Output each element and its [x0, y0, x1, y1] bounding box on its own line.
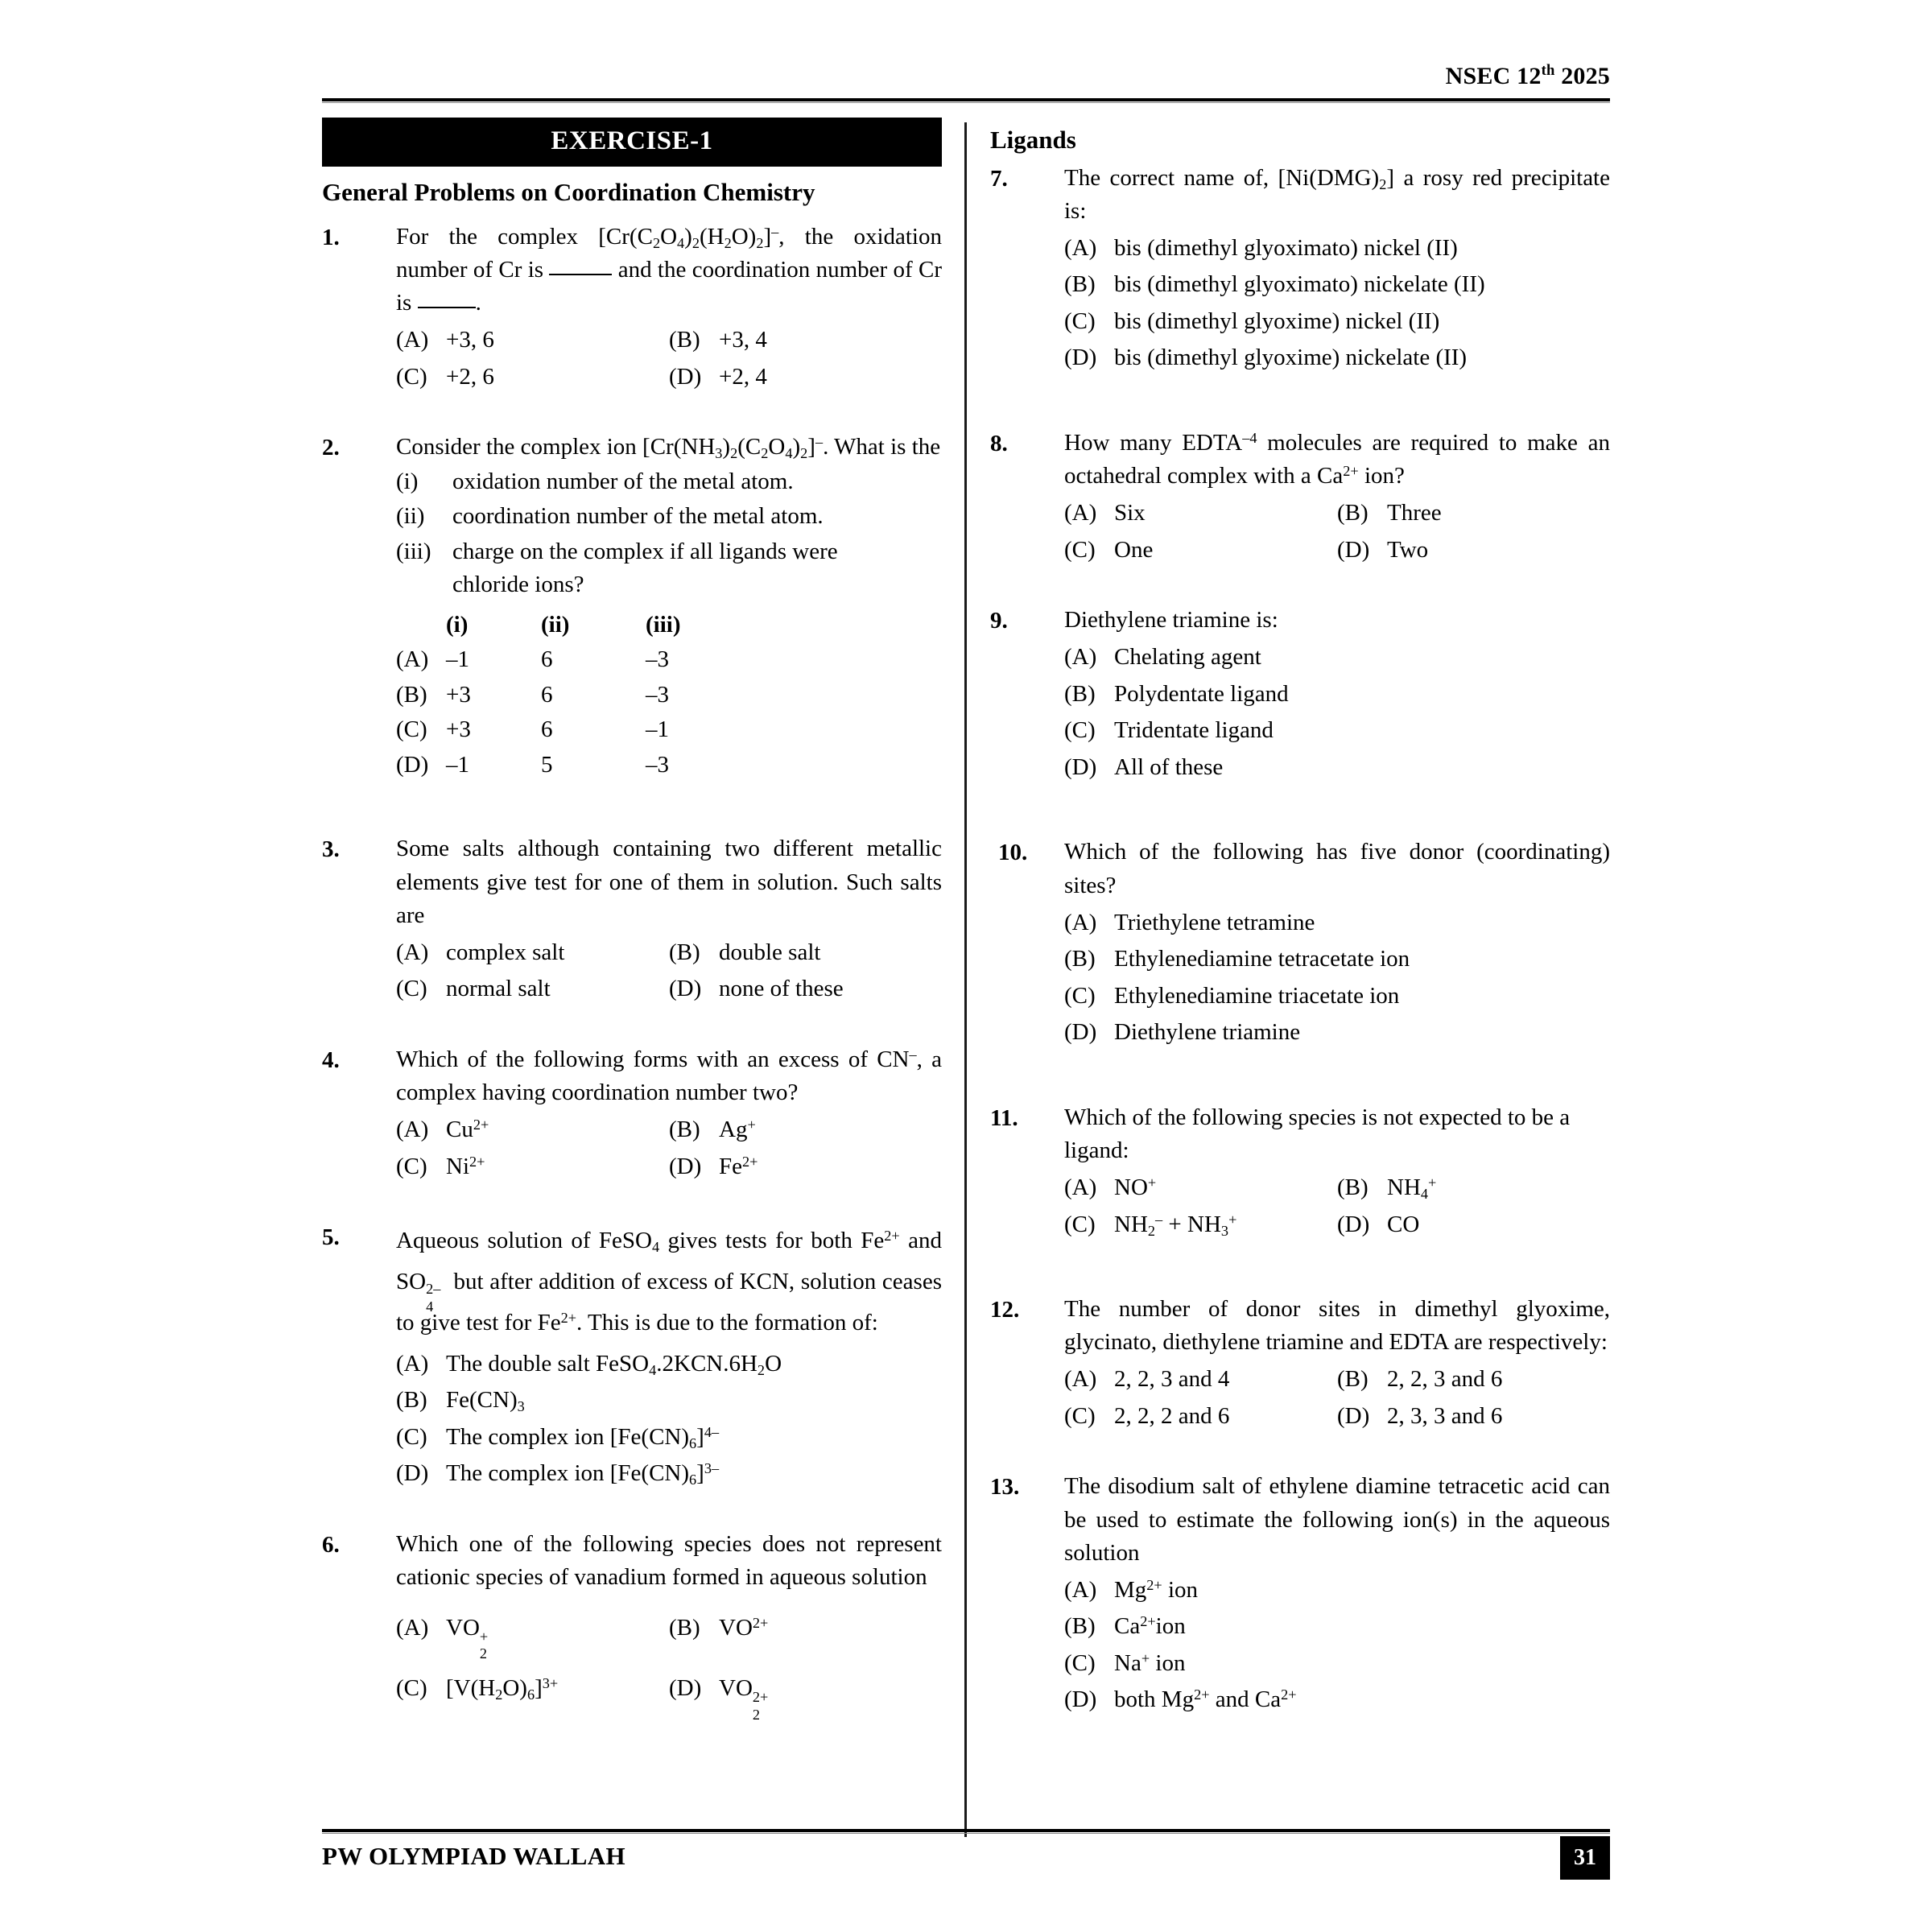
- matrix-cell: –3: [646, 646, 669, 673]
- option-d[interactable]: [669, 1666, 942, 1723]
- option-b[interactable]: [396, 1382, 942, 1419]
- option-text: The complex ion $[Fe(CN)_6]^{4-}$: [446, 1423, 720, 1451]
- option-key: (D): [1064, 753, 1097, 780]
- roman-item-iii-continued: chloride ions?: [452, 571, 584, 597]
- spacer: [990, 786, 1610, 828]
- question-stem: The correct name of, $[Ni(DMG)_2]$ a rosy red precipitate is:: [1064, 164, 1610, 224]
- spacer: [990, 1243, 1610, 1285]
- question-stem: Which of the following species is not expected to be a ligand:: [1064, 1104, 1571, 1163]
- matrix-cell: –1: [646, 716, 669, 743]
- option-key: (C): [1064, 1402, 1096, 1429]
- option-a[interactable]: [1064, 905, 1610, 942]
- option-c[interactable]: [1064, 978, 1610, 1015]
- option-text: CO: [1387, 1211, 1420, 1237]
- option-text: VO 2+ 2: [719, 1675, 769, 1723]
- option-row: [396, 971, 942, 1008]
- option-key: (A): [396, 646, 429, 673]
- answer-matrix: [396, 608, 942, 783]
- option-c[interactable]: [1064, 303, 1610, 341]
- running-header-year: 2025: [1554, 63, 1610, 89]
- roman-text: oxidation number of the metal atom.: [452, 469, 794, 495]
- section-title-general: General Problems on Coordination Chemistry: [322, 178, 815, 206]
- option-text: All of these: [1114, 753, 1224, 780]
- option-c[interactable]: [396, 1419, 942, 1456]
- option-text: bis (dimethyl glyoxime) nickelate (II): [1114, 345, 1468, 371]
- option-a[interactable]: [1064, 495, 1337, 532]
- section-title-ligands: Ligands: [990, 126, 1076, 154]
- roman-item-iii: [396, 535, 942, 568]
- question-7: [990, 160, 1610, 377]
- roman-text: coordination number of the metal atom.: [452, 503, 824, 530]
- option-key: (C): [396, 976, 427, 1002]
- question-body: [1064, 427, 1610, 568]
- question-stem: Consider the complex ion $[Cr(NH_3)_2(C_2O_4)_2]^-$. What is the: [396, 434, 941, 462]
- option-key: (B): [1337, 1366, 1368, 1393]
- option-key: (A): [396, 1614, 429, 1641]
- option-list: [1064, 1572, 1610, 1719]
- option-row: [396, 935, 942, 972]
- option-text: $[V(H_2O)_6]^{3+}$: [446, 1675, 559, 1703]
- option-text: Two: [1387, 536, 1429, 563]
- question-body: [1064, 1470, 1610, 1719]
- option-key: (D): [669, 363, 702, 390]
- option-c[interactable]: [1064, 712, 1610, 749]
- option-list: [396, 1346, 942, 1492]
- matrix-cell: +3: [446, 681, 471, 708]
- option-key: (B): [669, 1614, 700, 1641]
- question-11: [990, 1093, 1610, 1243]
- footer-brand: PW OLYMPIAD WALLAH: [322, 1842, 625, 1870]
- option-a[interactable]: [396, 322, 669, 359]
- question-number: 11.: [990, 1104, 1018, 1131]
- option-text: $Fe^{2+}$: [719, 1153, 758, 1179]
- option-key: (D): [669, 1675, 702, 1701]
- option-key: (A): [1064, 1174, 1097, 1201]
- option-b[interactable]: [669, 935, 942, 972]
- question-10: [990, 828, 1610, 1051]
- matrix-option-a[interactable]: [396, 642, 942, 678]
- question-6: [322, 1520, 942, 1723]
- option-key: (B): [1337, 1174, 1368, 1201]
- matrix-col-i: (i): [446, 611, 469, 638]
- option-key: (B): [1064, 271, 1096, 298]
- option-row: [1064, 1207, 1610, 1244]
- matrix-cell: –1: [446, 646, 469, 673]
- option-list: [1064, 1170, 1610, 1243]
- option-row: [1064, 495, 1610, 532]
- option-d[interactable]: [1064, 749, 1610, 786]
- option-c[interactable]: [1064, 1645, 1610, 1682]
- option-text: Polydentate ligand: [1114, 680, 1289, 707]
- footer-rule: [322, 1829, 1610, 1834]
- question-number: 9.: [990, 608, 1008, 634]
- option-key: (A): [1064, 644, 1097, 671]
- option-key: (C): [396, 1423, 427, 1450]
- option-list: [1064, 495, 1610, 568]
- option-d[interactable]: [1337, 1207, 1610, 1244]
- option-key: (D): [1064, 1019, 1097, 1046]
- question-12: [990, 1285, 1610, 1435]
- option-list: [396, 1112, 942, 1185]
- question-body: [396, 1043, 942, 1185]
- option-d[interactable]: [1337, 1398, 1610, 1435]
- option-key: (B): [396, 681, 427, 708]
- option-text: The complex ion $[Fe(CN)_6]^{3-}$: [446, 1460, 720, 1488]
- option-b[interactable]: [1337, 1361, 1610, 1398]
- option-text: Diethylene triamine: [1114, 1019, 1301, 1046]
- spacer: [990, 1051, 1610, 1093]
- option-key: (C): [396, 1153, 427, 1179]
- option-a[interactable]: [396, 935, 669, 972]
- option-text: none of these: [719, 976, 844, 1002]
- option-d[interactable]: [1064, 1682, 1610, 1719]
- matrix-cell: 6: [541, 681, 553, 708]
- option-key: (B): [396, 1387, 427, 1414]
- option-c[interactable]: [396, 1666, 669, 1711]
- question-number: 1.: [322, 224, 340, 250]
- option-text: bis (dimethyl glyoximato) nickelate (II): [1114, 271, 1485, 298]
- running-header: [322, 63, 1610, 90]
- spacer: [322, 782, 942, 824]
- matrix-cell: 5: [541, 751, 553, 778]
- option-b[interactable]: [1064, 1608, 1610, 1645]
- question-number: 7.: [990, 165, 1008, 192]
- roman-key: (i): [396, 469, 419, 495]
- option-list: [1064, 905, 1610, 1051]
- option-key: (D): [669, 976, 702, 1002]
- matrix-cell: –1: [446, 751, 469, 778]
- option-text: One: [1114, 536, 1154, 563]
- question-8: [990, 419, 1610, 568]
- option-text: $Cu^{2+}$: [446, 1117, 489, 1143]
- option-list: [396, 322, 942, 395]
- roman-item-i: [396, 465, 942, 498]
- option-text: $VO^{2+}$: [719, 1614, 769, 1641]
- matrix-col-iii: (iii): [646, 611, 681, 638]
- option-a[interactable]: [396, 1605, 669, 1662]
- option-key: (B): [1064, 680, 1096, 707]
- option-text: $NH_4^+$: [1387, 1174, 1437, 1203]
- matrix-cell: 6: [541, 716, 553, 743]
- option-b[interactable]: [1337, 495, 1610, 532]
- option-text: +2, 4: [719, 363, 767, 390]
- option-row: [1064, 1398, 1610, 1435]
- option-list: [1064, 1361, 1610, 1435]
- option-text: normal salt: [446, 976, 551, 1002]
- option-key: (B): [1337, 500, 1368, 526]
- question-stem: For the complex $[Cr(C_2O_4)_2(H_2O)_2]^-$, the oxidation number of Cr is and the coordination number of Cr is .: [396, 223, 942, 316]
- question-4: [322, 1035, 942, 1185]
- option-row: [396, 1112, 942, 1149]
- question-body: [396, 431, 942, 782]
- matrix-option-d[interactable]: [396, 748, 942, 783]
- option-key: (D): [1064, 1686, 1097, 1713]
- option-key: (B): [1064, 946, 1096, 972]
- option-b[interactable]: [1064, 676, 1610, 713]
- option-c[interactable]: [1064, 1207, 1337, 1244]
- option-text: +2, 6: [446, 363, 494, 390]
- option-key: (C): [1064, 1211, 1096, 1237]
- option-text: bis (dimethyl glyoxime) nickel (II): [1114, 308, 1440, 334]
- option-text: $Mg^{2+}$ ion: [1114, 1576, 1199, 1603]
- option-key: (D): [1337, 1402, 1370, 1429]
- option-text: $Ca^{2+}ion$: [1114, 1613, 1186, 1640]
- option-text: VO + 2: [446, 1614, 489, 1662]
- option-a[interactable]: [396, 1112, 669, 1149]
- option-key: (B): [669, 327, 700, 353]
- question-stem: The number of donor sites in dimethyl glyoxime, glycinato, diethylene triamine and EDTA are respectively:: [1064, 1296, 1610, 1356]
- matrix-header-row: [396, 608, 942, 643]
- question-number: 6.: [322, 1531, 340, 1558]
- question-stem: Diethylene triamine is:: [1064, 607, 1278, 634]
- option-text: Tridentate ligand: [1114, 717, 1274, 744]
- spacer: [322, 1492, 942, 1520]
- option-text: Na+ ion: [1114, 1649, 1186, 1676]
- option-key: (D): [1337, 536, 1370, 563]
- option-row: [396, 1605, 942, 1662]
- option-text: both $Mg^{2+}$ and $Ca^{2+}$: [1114, 1686, 1297, 1713]
- question-number: 12.: [990, 1297, 1020, 1323]
- option-key: (A): [1064, 1366, 1097, 1393]
- question-number: 2.: [322, 435, 340, 461]
- option-key: (A): [1064, 1576, 1097, 1603]
- option-d[interactable]: [1337, 532, 1610, 569]
- option-text: Ethylenediamine tetracetate ion: [1114, 946, 1410, 972]
- question-body: [1064, 1293, 1610, 1435]
- question-5: [322, 1212, 942, 1492]
- matrix-cell: –3: [646, 751, 669, 778]
- option-key: (A): [396, 327, 429, 353]
- option-b[interactable]: [1064, 266, 1610, 303]
- question-body: [396, 1528, 942, 1723]
- matrix-cell: 6: [541, 646, 553, 673]
- option-c[interactable]: [396, 359, 669, 396]
- option-key: (B): [669, 939, 700, 965]
- question-body: [396, 832, 942, 1008]
- option-a[interactable]: [1064, 639, 1610, 676]
- roman-key: (iii): [396, 538, 431, 564]
- option-text: $Ni^{2+}$: [446, 1153, 485, 1179]
- option-b[interactable]: [1337, 1170, 1610, 1207]
- option-key: (B): [669, 1117, 700, 1143]
- option-row: [396, 359, 942, 396]
- option-key: (D): [396, 751, 429, 778]
- question-3: [322, 824, 942, 1008]
- option-key: (B): [1064, 1613, 1096, 1640]
- option-text: Six: [1114, 500, 1146, 526]
- question-number: 4.: [322, 1046, 340, 1073]
- option-a[interactable]: [1064, 1361, 1337, 1398]
- answer-blank: [549, 274, 612, 275]
- matrix-cell: +3: [446, 716, 471, 743]
- option-text: Triethylene tetramine: [1114, 909, 1315, 935]
- question-stem: Which of the following forms with an excess of CN–, a complex having coordination number two?: [396, 1046, 942, 1106]
- matrix-option-b[interactable]: [396, 678, 942, 713]
- option-b[interactable]: [1064, 941, 1610, 978]
- option-text: Ethylenediamine triacetate ion: [1114, 982, 1400, 1009]
- question-body: [1064, 1101, 1610, 1243]
- spacer: [990, 377, 1610, 419]
- option-key: (A): [1064, 909, 1097, 935]
- option-key: (A): [396, 1350, 429, 1377]
- spacer: [322, 1185, 942, 1212]
- option-d[interactable]: [669, 971, 942, 1008]
- option-c[interactable]: [1064, 532, 1337, 569]
- option-c[interactable]: [396, 971, 669, 1008]
- option-b[interactable]: [669, 1605, 942, 1651]
- question-13: [990, 1462, 1610, 1719]
- spacer: [322, 395, 942, 423]
- matrix-key: [396, 608, 446, 643]
- option-row: [396, 1666, 942, 1723]
- spacer: [990, 568, 1610, 596]
- option-key: (C): [1064, 717, 1096, 744]
- question-stem: Which of the following has five donor (coordinating) sites?: [1064, 839, 1610, 898]
- spacer: [990, 1435, 1610, 1462]
- option-row: [1064, 1170, 1610, 1207]
- option-d[interactable]: [1064, 1014, 1610, 1051]
- question-stem: How many $EDTA^{-4}$ molecules are required to make an octahedral complex with a $Ca^{2+}$ ion?: [1064, 429, 1610, 489]
- question-body: [396, 221, 942, 396]
- question-number: 8.: [990, 430, 1008, 456]
- option-text: +3, 6: [446, 327, 494, 353]
- option-key: (C): [1064, 1649, 1096, 1676]
- option-d[interactable]: [669, 359, 942, 396]
- option-key: (C): [1064, 982, 1096, 1009]
- exercise-banner: EXERCISE-1: [322, 118, 942, 167]
- option-a[interactable]: [1064, 1170, 1337, 1207]
- question-stem: The disodium salt of ethylene diamine tetracetic acid can be used to estimate the following ion(s) in the aqueous solution: [1064, 1473, 1610, 1566]
- answer-blank: [418, 307, 476, 308]
- option-key: (C): [396, 716, 427, 743]
- question-body: [1064, 836, 1610, 1051]
- option-list: [1064, 230, 1610, 377]
- matrix-cell: –3: [646, 681, 669, 708]
- two-column-body: [322, 111, 1610, 1810]
- option-d[interactable]: [396, 1455, 942, 1492]
- question-stem: Aqueous solution of FeSO$_4$ gives tests for both $Fe^{2+}$ and SO 2– 4 but after addition of excess of KCN, solution ceases to give test for $Fe^{2+}$. This is due to the formation of:: [396, 1228, 942, 1335]
- question-number: 13.: [990, 1474, 1020, 1501]
- option-text: 2, 2, 3 and 6: [1387, 1366, 1503, 1393]
- option-text: The double salt $FeSO_4.2KCN.6H_2O$: [446, 1350, 782, 1378]
- left-column: [322, 111, 942, 1723]
- option-key: (C): [1064, 536, 1096, 563]
- option-key: (D): [1337, 1211, 1370, 1237]
- option-key: (A): [396, 1117, 429, 1143]
- option-key: (D): [669, 1153, 702, 1179]
- option-key: (C): [396, 363, 427, 390]
- option-key: (A): [396, 939, 429, 965]
- option-row: [396, 1149, 942, 1186]
- question-9: [990, 596, 1610, 786]
- option-text: NO+: [1114, 1174, 1157, 1201]
- option-key: (C): [1064, 308, 1096, 334]
- option-row: [396, 322, 942, 359]
- option-b[interactable]: [669, 322, 942, 359]
- question-number: 10.: [998, 840, 1028, 866]
- option-d[interactable]: [1064, 340, 1610, 377]
- roman-item-ii: [396, 500, 942, 533]
- option-text: +3, 4: [719, 327, 767, 353]
- option-list: [396, 935, 942, 1008]
- matrix-col-ii: (ii): [541, 611, 570, 638]
- roman-key: (ii): [396, 503, 425, 530]
- spacer: [322, 1008, 942, 1035]
- option-key: (A): [1064, 500, 1097, 526]
- option-key: (A): [1064, 234, 1097, 261]
- option-key: (D): [1064, 345, 1097, 371]
- question-stem: Which one of the following species does not represent cationic species of vanadium formed in aqueous solution: [396, 1530, 942, 1590]
- option-text: bis (dimethyl glyoximato) nickel (II): [1114, 234, 1458, 261]
- question-number: 5.: [322, 1224, 340, 1251]
- option-text: 2, 2, 3 and 4: [1114, 1366, 1230, 1393]
- running-header-ordinal: th: [1541, 62, 1555, 79]
- matrix-option-c[interactable]: [396, 712, 942, 748]
- option-a[interactable]: [396, 1346, 942, 1383]
- option-list: [396, 1605, 942, 1723]
- page-number-badge: 31: [1560, 1836, 1610, 1880]
- right-column: [990, 111, 1610, 1719]
- question-body: [1064, 162, 1610, 377]
- question-1: [322, 213, 942, 396]
- option-a[interactable]: [1064, 1572, 1610, 1609]
- option-c[interactable]: [1064, 1398, 1337, 1435]
- option-text: 2, 3, 3 and 6: [1387, 1402, 1503, 1429]
- header-rule: [322, 98, 1610, 103]
- option-text: Ag+: [719, 1117, 756, 1143]
- option-text: complex salt: [446, 939, 565, 965]
- option-text: 2, 2, 2 and 6: [1114, 1402, 1230, 1429]
- option-row: [1064, 1361, 1610, 1398]
- question-body: [396, 1220, 942, 1492]
- option-text: $NH_2^- + NH_3^+$: [1114, 1211, 1237, 1239]
- option-text: double salt: [719, 939, 821, 965]
- option-text: Three: [1387, 500, 1442, 526]
- option-list: [1064, 639, 1610, 786]
- column-divider: [964, 122, 967, 1837]
- option-key: (C): [396, 1675, 427, 1701]
- option-b[interactable]: [669, 1112, 942, 1149]
- option-text: $Fe(CN)_3$: [446, 1387, 525, 1415]
- option-key: (D): [396, 1460, 429, 1487]
- question-number: 3.: [322, 836, 340, 863]
- roman-text: charge on the complex if all ligands were: [452, 538, 838, 564]
- question-stem: Some salts although containing two different metallic elements give test for one of them in solution. Such salts are: [396, 836, 942, 928]
- question-body: [1064, 604, 1610, 786]
- option-row: [1064, 532, 1610, 569]
- option-d[interactable]: [669, 1149, 942, 1186]
- option-text: Chelating agent: [1114, 644, 1261, 671]
- question-2: [322, 423, 942, 782]
- option-c[interactable]: [396, 1149, 669, 1186]
- running-header-title: NSEC 12: [1445, 63, 1542, 89]
- option-a[interactable]: [1064, 230, 1610, 267]
